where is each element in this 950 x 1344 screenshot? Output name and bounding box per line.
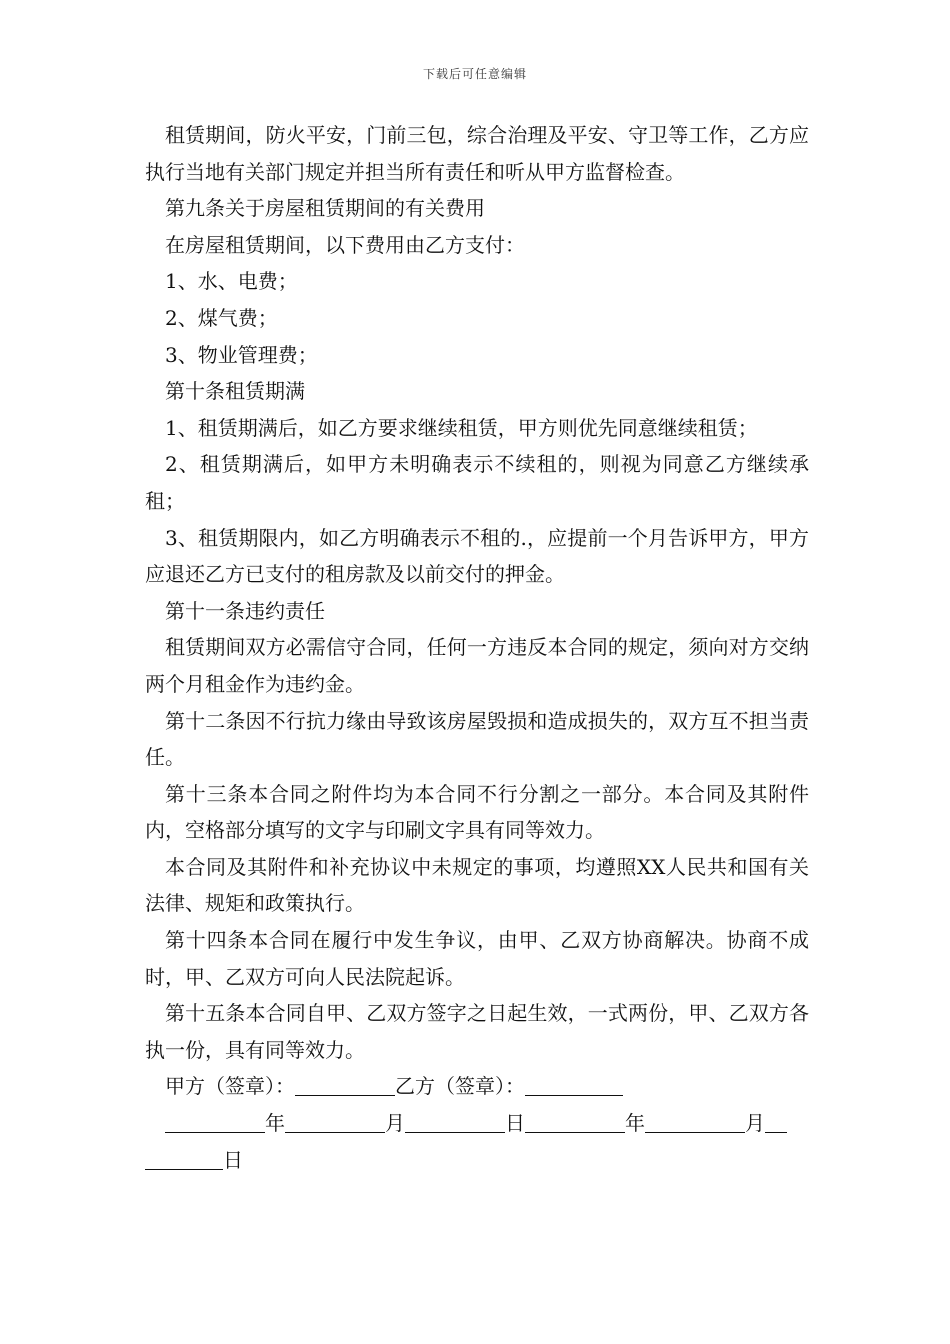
month-label: 月	[385, 1111, 405, 1136]
party-b-year-blank[interactable]	[525, 1110, 625, 1133]
paragraph-article-13: 第十三条本合同之附件均为本合同不行分割之一部分。本合同及其附件内，空格部分填写的文字与印刷文字具有同等效力。	[145, 781, 809, 843]
party-b-day-blank-end[interactable]	[145, 1147, 223, 1170]
paragraph-article-12: 第十二条因不行抗力缘由导致该房屋毁损和造成损失的，双方互不担当责任。	[145, 708, 809, 770]
list-item-renewal-priority: 1、租赁期满后，如乙方要求继续租赁，甲方则优先同意继续租赁；	[165, 415, 758, 440]
party-b-month-blank[interactable]	[645, 1110, 745, 1133]
heading-article-11: 第十一条违约责任	[165, 598, 325, 623]
day-label: 日	[505, 1111, 525, 1136]
year-label: 年	[625, 1111, 645, 1136]
date-line	[145, 1105, 809, 1178]
party-a-day-blank[interactable]	[405, 1110, 505, 1133]
paragraph-fees-intro: 在房屋租赁期间，以下费用由乙方支付：	[165, 232, 525, 257]
document-body	[145, 117, 809, 1178]
list-item-implied-renewal: 2、租赁期满后，如甲方未明确表示不续租的，则视为同意乙方继续承租；	[145, 452, 809, 513]
list-item-property-fee: 3、物业管理费；	[165, 342, 318, 367]
party-a-signature-blank[interactable]	[295, 1073, 395, 1096]
page-header-note: 下载后可任意编辑	[422, 67, 527, 81]
party-a-year-blank[interactable]	[165, 1110, 265, 1133]
party-b-signature-label: 乙方（签章）：	[395, 1074, 525, 1099]
paragraph-applicable-law: 本合同及其附件和补充协议中未规定的事项，均遵照XX人民共和国有关法律、规矩和政策执行。	[145, 854, 809, 916]
paragraph-article-15: 第十五条本合同自甲、乙双方签字之日起生效，一式两份，甲、乙双方各执一份，具有同等效力。	[145, 1001, 809, 1062]
paragraph-fire-safety: 租赁期间，防火平安，门前三包，综合治理及平安、守卫等工作，乙方应执行当地有关部门规定并担当所有责任和听从甲方监督检查。	[145, 123, 809, 184]
party-b-day-blank-start[interactable]	[765, 1110, 787, 1133]
paragraph-penalty: 租赁期间双方必需信守合同，任何一方违反本合同的规定，须向对方交纳两个月租金作为违约金。	[145, 635, 809, 696]
party-a-month-blank[interactable]	[285, 1110, 385, 1133]
heading-article-9: 第九条关于房屋租赁期间的有关费用	[165, 196, 485, 221]
year-label: 年	[265, 1111, 285, 1136]
party-a-signature-label: 甲方（签章）：	[165, 1074, 295, 1099]
paragraph-article-14: 第十四条本合同在履行中发生争议，由甲、乙双方协商解决。协商不成时，甲、乙双方可向人民法院起诉。	[145, 928, 809, 989]
list-item-water-electricity: 1、水、电费；	[165, 269, 298, 294]
list-item-early-termination: 3、租赁期限内，如乙方明确表示不租的.，应提前一个月告诉甲方，甲方应退还乙方已支付的租房款及以前交付的押金。	[145, 525, 809, 587]
day-label: 日	[223, 1147, 243, 1172]
party-b-signature-blank[interactable]	[525, 1073, 623, 1096]
month-label: 月	[745, 1111, 765, 1136]
heading-article-10: 第十条租赁期满	[165, 379, 305, 404]
list-item-gas: 2、煤气费；	[165, 305, 278, 330]
signature-line	[145, 1068, 809, 1105]
